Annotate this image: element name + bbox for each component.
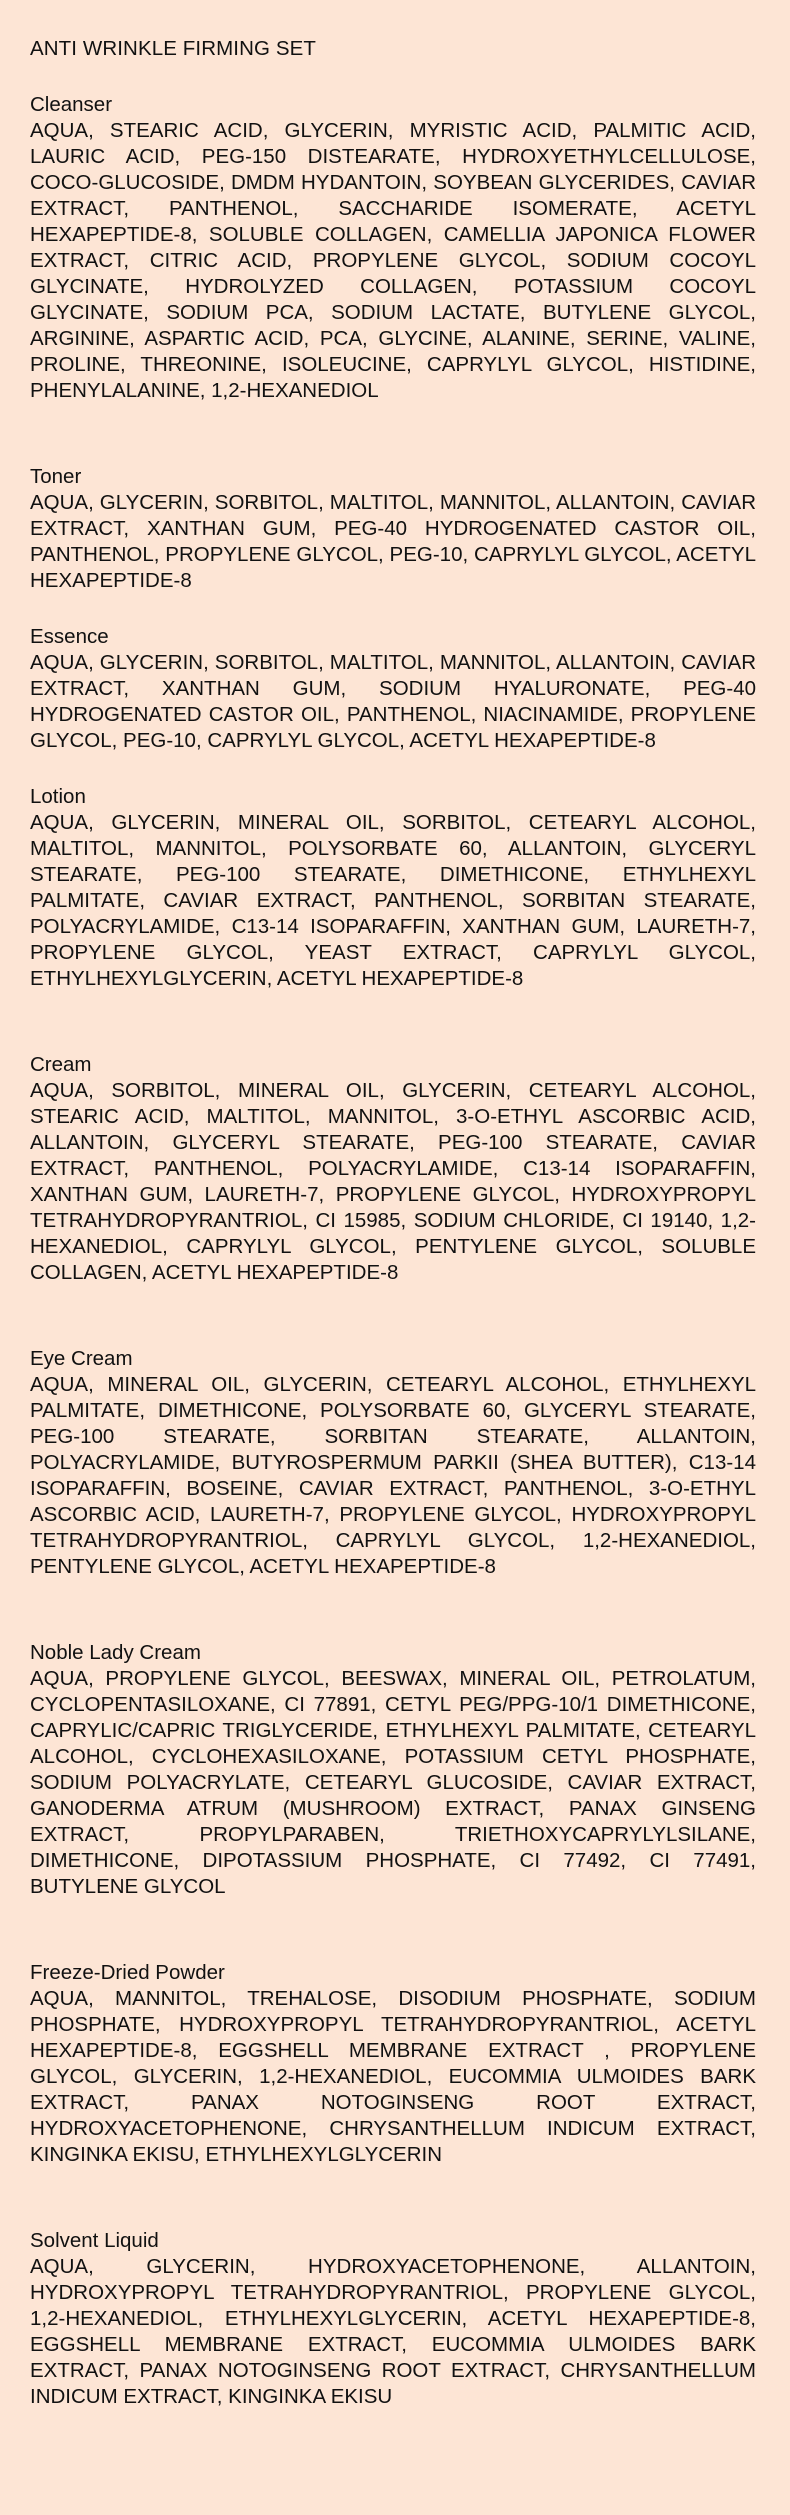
section-title: Eye Cream (30, 1347, 133, 1370)
section-title: Freeze-Dried Powder (30, 1961, 225, 1984)
section-toner (30, 464, 756, 594)
section-lotion (30, 784, 756, 992)
ingredients-text: AQUA, PROPYLENE GLYCOL, BEESWAX, MINERAL OIL, PETROLATUM, CYCLOPENTASILOXANE, CI 77891, CETYL PEG/PPG-10/1 DIMETHICONE, CAPRYLIC/CAPRIC TRIGLYCERIDE, ETHYLHEXYL PALMITATE, CETEARYL ALCOHOL, CYCLOHEXASILOXANE, POTASSIUM CETYL PHOSPHATE, SODIUM POLYACRYLATE, CETEARYL GLUCOSIDE, CAVIAR EXTRACT, GANODERMA ATRUM (MUSHROOM) EXTRACT, PANAX GINSENG EXTRACT, PROPYLPARABEN, TRIETHOXYCAPRYLYLSILANE, DIMETHICONE, DIPOTASSIUM PHOSPHATE, CI 77492, CI 77491, BUTYLENE GLYCOL (30, 1667, 756, 1898)
section-eye-cream (30, 1346, 756, 1580)
ingredients-text: AQUA, STEARIC ACID, GLYCERIN, MYRISTIC ACID, PALMITIC ACID, LAURIC ACID, PEG-150 DISTEARATE, HYDROXYETHYLCELLULOSE, COCO-GLUCOSIDE, DMDM HYDANTOIN, SOYBEAN GLYCERIDES, CAVIAR EXTRACT, PANTHENOL, SACCHARIDE ISOMERATE, ACETYL HEXAPEPTIDE-8, SOLUBLE COLLAGEN, CAMELLIA JAPONICA FLOWER EXTRACT, CITRIC ACID, PROPYLENE GLYCOL, SODIUM COCOYL GLYCINATE, HYDROLYZED COLLAGEN, POTASSIUM COCOYL GLYCINATE, SODIUM PCA, SODIUM LACTATE, BUTYLENE GLYCOL, ARGININE, ASPARTIC ACID, PCA, GLYCINE, ALANINE, SERINE, VALINE, PROLINE, THREONINE, ISOLEUCINE, CAPRYLYL GLYCOL, HISTIDINE, PHENYLALANINE, 1,2-HEXANEDIOL (30, 119, 756, 402)
ingredients-text: AQUA, GLYCERIN, SORBITOL, MALTITOL, MANNITOL, ALLANTOIN, CAVIAR EXTRACT, XANTHAN GUM, SODIUM HYALURONATE, PEG-40 HYDROGENATED CASTOR OIL, PANTHENOL, NIACINAMIDE, PROPYLENE GLYCOL, PEG-10, CAPRYLYL GLYCOL, ACETYL HEXAPEPTIDE-8 (30, 651, 756, 752)
ingredients-text: AQUA, GLYCERIN, HYDROXYACETOPHENONE, ALLANTOIN, HYDROXYPROPYL TETRAHYDROPYRANTRIOL, PROPYLENE GLYCOL, 1,2-HEXANEDIOL, ETHYLHEXYLGLYCERIN, ACETYL HEXAPEPTIDE-8, EGGSHELL MEMBRANE EXTRACT, EUCOMMIA ULMOIDES BARK EXTRACT, PANAX NOTOGINSENG ROOT EXTRACT, CHRYSANTHELLUM INDICUM EXTRACT, KINGINKA EKISU (30, 2255, 756, 2408)
section-freeze-dried-powder (30, 1960, 756, 2168)
section-title: Lotion (30, 785, 86, 808)
section-essence (30, 624, 756, 754)
section-title: Cream (30, 1053, 92, 1076)
ingredients-text: AQUA, SORBITOL, MINERAL OIL, GLYCERIN, CETEARYL ALCOHOL, STEARIC ACID, MALTITOL, MANNITOL, 3-O-ETHYL ASCORBIC ACID, ALLANTOIN, GLYCERYL STEARATE, PEG-100 STEARATE, CAVIAR EXTRACT, PANTHENOL, POLYACRYLAMIDE, C13-14 ISOPARAFFIN, XANTHAN GUM, LAURETH-7, PROPYLENE GLYCOL, HYDROXYPROPYL TETRAHYDROPYRANTRIOL, CI 15985, SODIUM CHLORIDE, CI 19140, 1,2-HEXANEDIOL, CAPRYLYL GLYCOL, PENTYLENE GLYCOL, SOLUBLE COLLAGEN, ACETYL HEXAPEPTIDE-8 (30, 1079, 756, 1284)
section-solvent-liquid (30, 2228, 756, 2410)
section-title: Solvent Liquid (30, 2229, 159, 2252)
ingredients-text: AQUA, MANNITOL, TREHALOSE, DISODIUM PHOSPHATE, SODIUM PHOSPHATE, HYDROXYPROPYL TETRAHYDROPYRANTRIOL, ACETYL HEXAPEPTIDE-8, EGGSHELL MEMBRANE EXTRACT , PROPYLENE GLYCOL, GLYCERIN, 1,2-HEXANEDIOL, EUCOMMIA ULMOIDES BARK EXTRACT, PANAX NOTOGINSENG ROOT EXTRACT, HYDROXYACETOPHENONE, CHRYSANTHELLUM INDICUM EXTRACT, KINGINKA EKISU, ETHYLHEXYLGLYCERIN (30, 1987, 756, 2166)
section-title: Noble Lady Cream (30, 1641, 201, 1664)
document-title: ANTI WRINKLE FIRMING SET (30, 37, 316, 60)
section-cream (30, 1052, 756, 1286)
ingredients-text: AQUA, GLYCERIN, MINERAL OIL, SORBITOL, CETEARYL ALCOHOL, MALTITOL, MANNITOL, POLYSORBATE 60, ALLANTOIN, GLYCERYL STEARATE, PEG-100 STEARATE, DIMETHICONE, ETHYLHEXYL PALMITATE, CAVIAR EXTRACT, PANTHENOL, SORBITAN STEARATE, POLYACRYLAMIDE, C13-14 ISOPARAFFIN, XANTHAN GUM, LAURETH-7, PROPYLENE GLYCOL, YEAST EXTRACT, CAPRYLYL GLYCOL, ETHYLHEXYLGLYCERIN, ACETYL HEXAPEPTIDE-8 (30, 811, 756, 990)
ingredients-text: AQUA, MINERAL OIL, GLYCERIN, CETEARYL ALCOHOL, ETHYLHEXYL PALMITATE, DIMETHICONE, POLYSORBATE 60, GLYCERYL STEARATE, PEG-100 STEARATE, SORBITAN STEARATE, ALLANTOIN, POLYACRYLAMIDE, BUTYROSPERMUM PARKII (SHEA BUTTER), C13-14 ISOPARAFFIN, BOSEINE, CAVIAR EXTRACT, PANTHENOL, 3-O-ETHYL ASCORBIC ACID, LAURETH-7, PROPYLENE GLYCOL, HYDROXYPROPYL TETRAHYDROPYRANTRIOL, CAPRYLYL GLYCOL, 1,2-HEXANEDIOL, PENTYLENE GLYCOL, ACETYL HEXAPEPTIDE-8 (30, 1373, 756, 1578)
section-title: Essence (30, 625, 109, 648)
section-noble-lady-cream (30, 1640, 756, 1900)
section-title: Toner (30, 465, 82, 488)
section-cleanser (30, 92, 756, 404)
section-title: Cleanser (30, 93, 113, 116)
ingredients-text: AQUA, GLYCERIN, SORBITOL, MALTITOL, MANNITOL, ALLANTOIN, CAVIAR EXTRACT, XANTHAN GUM, PEG-40 HYDROGENATED CASTOR OIL, PANTHENOL, PROPYLENE GLYCOL, PEG-10, CAPRYLYL GLYCOL, ACETYL HEXAPEPTIDE-8 (30, 491, 756, 592)
